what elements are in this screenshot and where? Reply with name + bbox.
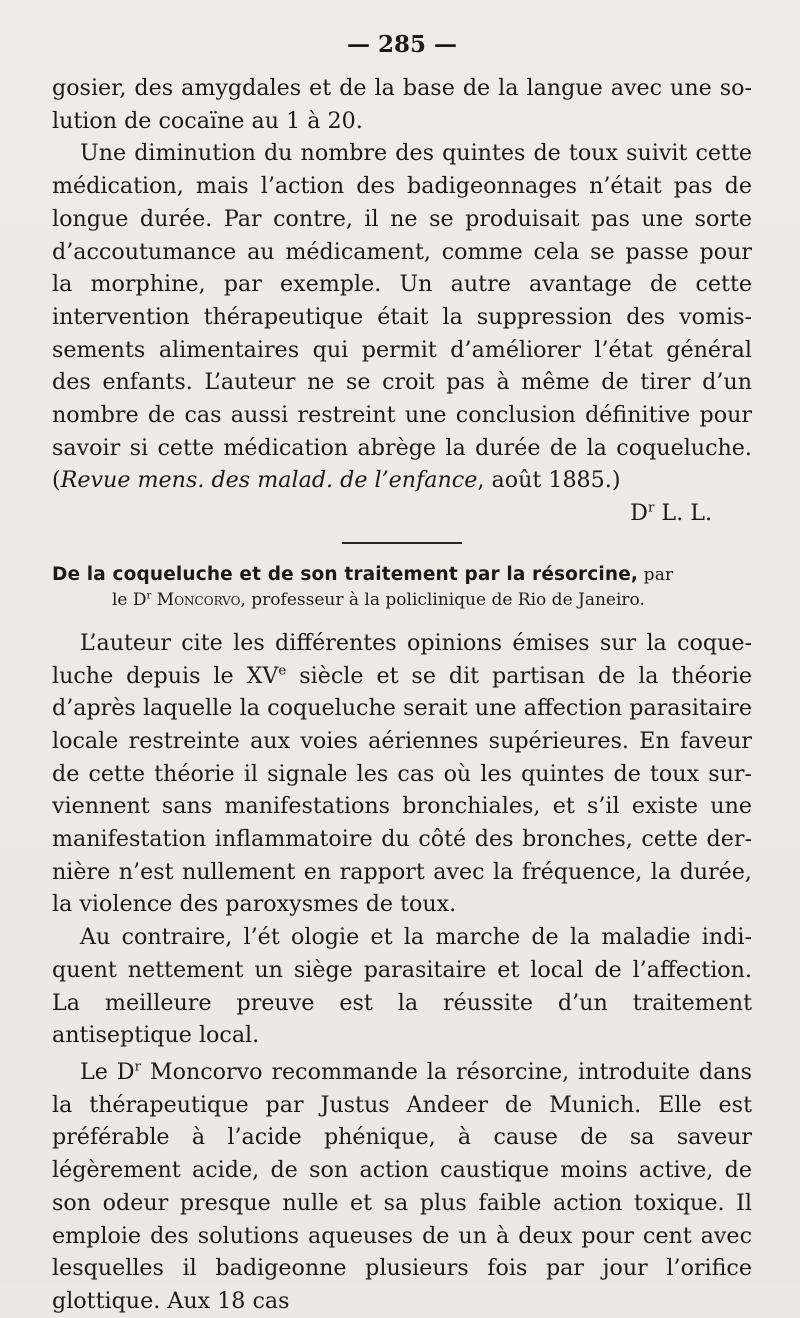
paragraph-etiology: Au contraire, l’ét ologie et la marche de la maladie indiquent nettement un siège parasitaire et local de l’affection. La meilleure preuve est la réussite d’un traitement antiseptique local. bbox=[52, 924, 752, 1049]
article-heading bbox=[52, 562, 752, 588]
section-separator bbox=[342, 542, 462, 544]
paragraph-continuation: gosier, des amygdales et de la base de la langue avec une solution de cocaïne au 1 à 20. bbox=[52, 75, 752, 134]
paragraph-resorcine: Le $D^r$ Moncorvo recommande la résorcine, introduite dans la thérapeutique par Justus Andeer de Munich. Elle est préférable à l’acide phénique, à cause de sa saveur légèrement acide, de son action caustique moins active, de son odeur presque nulle et sa plus faible action toxique. Il emploie des solutions aqueuses de un à deux pour cent avec lesquelles il badigeonne plusieurs fois par jour l’orifice glottique. Aux 18 cas bbox=[52, 1058, 752, 1314]
article-author-line: le $D^r$ Moncorvo, professeur à la policlinique de Rio de Janeiro. bbox=[112, 589, 645, 610]
signature: $D^r$ L. L. bbox=[630, 500, 712, 527]
citation-journal: Revue mens. des malad. de l’enfance bbox=[60, 467, 478, 494]
citation-date: , août 1885.) bbox=[477, 467, 621, 494]
paragraph-medication-results: Une diminution du nombre des quintes de toux suivit cette médication, mais l’action des badigeonnages n’était pas de longue durée. Par contre, il ne se produisait pas une sorte d’accoutumance au médicament, comme cela se passe pour la morphine, par exemple. Un autre avantage de cette intervention thérapeutique était la suppression des vomissements alimentaires qui permit d’améliorer l’état général des enfants. L’auteur ne se croit pas à même de tirer d’un nombre de cas aussi restreint une conclusion définitive pour savoir si cette médication abrège la durée de la coqueluche. (Revue mens. des malad. de l’enfance, août 1885.) bbox=[52, 140, 752, 494]
article-heading-title: De la coqueluche et de son traitement par la résorcine, bbox=[52, 563, 639, 585]
page-number: — 285 — bbox=[346, 31, 458, 58]
paragraph-theory: L’auteur cite les différentes opinions émises sur la coqueluche depuis le XVe siècle et se dit partisan de la théorie d’après laquelle la coqueluche serait une affection parasitaire locale restreinte aux voies aériennes supérieures. En faveur de cette théorie il signale les cas où les quintes de toux surviennent sans manifestations bronchiales, et s’il existe une manifestation inflammatoire du côté des bronches, cette dernière n’est nullement en rapport avec la fréquence, la durée, la violence des paroxysmes de toux. bbox=[52, 629, 752, 918]
paragraph-medication-results-text: Une diminution du nombre des quintes de toux suivit cette médication, mais l’action des badigeonnages n’était pas de longue durée. Par contre, il ne se produisait pas une sorte d’accoutumance au médicament, comme cela se passe pour la morphine, par exemple. Un autre avantage de cette intervention thérapeutique était la suppression des vomissements alimentaires qui permit d’améliorer l’état général des enfants. L’auteur ne se croit pas à même de tirer d’un nombre de cas aussi restreint une conclusion définitive pour savoir si cette médication abrège la durée de la coqueluche. bbox=[52, 140, 752, 461]
article-heading-par: par bbox=[638, 564, 674, 585]
article-author-name: Moncorvo bbox=[151, 589, 241, 610]
